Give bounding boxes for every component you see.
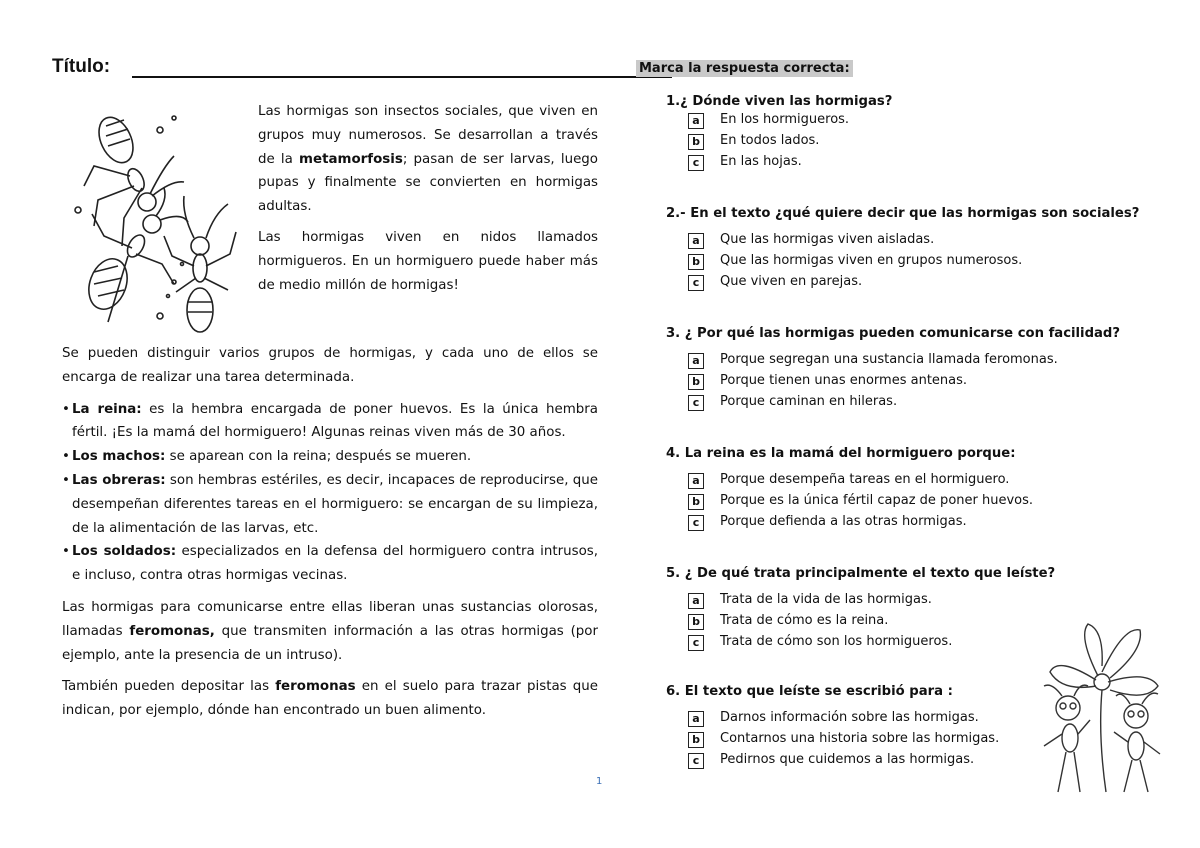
intro-paragraph: Las hormigas son insectos sociales, que viven en grupos muy numerosos. Se desarrollan a través de la metamorfosis; pasan de ser larvas, luego pupas y finalmente se convierten en hormigas adultas.: [258, 104, 598, 215]
question-text: 3. ¿ Por qué las hormigas pueden comunicarse con facilidad?: [666, 326, 1121, 341]
list-item: • Las obreras: son hembras estériles, es decir, incapaces de reproducirse, que desempeñan diferentes tareas en el hormiguero: se encargan de su limpieza, de la alimentación de las larvas, etc.: [62, 469, 598, 540]
option-b[interactable]: b Trata de cómo es la reina.: [688, 612, 1176, 633]
option-b[interactable]: b Que las hormigas viven en grupos numerosos.: [688, 252, 1176, 273]
option-b[interactable]: b Porque tienen unas enormes antenas.: [688, 372, 1176, 393]
option-checkbox[interactable]: a: [688, 113, 704, 129]
option-c[interactable]: c Pedirnos que cuidemos a las hormigas.: [688, 751, 1176, 772]
question-4: [666, 446, 1176, 534]
option-a[interactable]: a Porque desempeña tareas en el hormiguero.: [688, 471, 1176, 492]
question-3: [666, 326, 1176, 414]
option-b[interactable]: b Contarnos una historia sobre las hormigas.: [688, 730, 1176, 751]
question-1: [666, 94, 1176, 174]
bold-term: metamorfosis: [299, 151, 403, 167]
title-row: [52, 52, 622, 82]
question-text: 2.- En el texto ¿qué quiere decir que las hormigas son sociales?: [666, 206, 1140, 221]
reading-text: [62, 96, 598, 806]
title-blank-line[interactable]: [132, 76, 672, 78]
option-checkbox[interactable]: c: [688, 515, 704, 531]
option-checkbox[interactable]: a: [688, 711, 704, 727]
list-item: • Los soldados: especializados en la defensa del hormiguero contra intrusos, e incluso, contra otras hormigas vecinas.: [62, 540, 598, 588]
quiz-header: Marca la respuesta correcta:: [636, 60, 853, 77]
page-number: 1: [596, 776, 603, 787]
option-c[interactable]: c En las hojas.: [688, 153, 1176, 174]
question-text: 1.¿ Dónde viven las hormigas?: [666, 94, 893, 109]
option-checkbox[interactable]: b: [688, 374, 704, 390]
groups-paragraph: Se pueden distinguir varios grupos de hormigas, y cada uno de ellos se encarga de realizar una tarea determinada.: [62, 346, 598, 385]
list-item: • La reina: es la hembra encargada de poner huevos. Es la única hembra fértil. ¡Es la mamá del hormiguero! Algunas reinas viven más de 30 años.: [62, 398, 598, 446]
title-label: Título:: [52, 56, 111, 77]
question-text: 4. La reina es la mamá del hormiguero porque:: [666, 446, 1016, 461]
option-checkbox[interactable]: c: [688, 155, 704, 171]
option-checkbox[interactable]: a: [688, 593, 704, 609]
communication-paragraph: Las hormigas para comunicarse entre ellas liberan unas sustancias olorosas, llamadas feromonas, que transmiten información a las otras hormigas (por ejemplo, ante la presencia de un intruso).: [62, 599, 598, 663]
question-text: 5. ¿ De qué trata principalmente el texto que leíste?: [666, 566, 1056, 581]
intro-paragraphs: [258, 100, 598, 297]
question-2: [666, 206, 1176, 294]
ants-illustration: [64, 96, 244, 336]
option-checkbox[interactable]: b: [688, 732, 704, 748]
option-a[interactable]: a En los hormigueros.: [688, 111, 1176, 132]
option-b[interactable]: b Porque es la única fértil capaz de poner huevos.: [688, 492, 1176, 513]
option-c[interactable]: c Porque caminan en hileras.: [688, 393, 1176, 414]
intro-paragraph: Las hormigas viven en nidos llamados hormigueros. En un hormiguero puede haber más de medio millón de hormigas!: [258, 229, 598, 293]
quiz-section: [636, 60, 1176, 820]
option-checkbox[interactable]: c: [688, 753, 704, 769]
option-checkbox[interactable]: b: [688, 494, 704, 510]
ant-groups-list: [62, 398, 598, 588]
option-c[interactable]: c Trata de cómo son los hormigueros.: [688, 633, 1176, 654]
option-a[interactable]: a Que las hormigas viven aisladas.: [688, 231, 1176, 252]
option-checkbox[interactable]: c: [688, 395, 704, 411]
option-c[interactable]: c Porque defienda a las otras hormigas.: [688, 513, 1176, 534]
option-c[interactable]: c Que viven en parejas.: [688, 273, 1176, 294]
option-a[interactable]: a Porque segregan una sustancia llamada feromonas.: [688, 351, 1176, 372]
option-a[interactable]: a Trata de la vida de las hormigas.: [688, 591, 1176, 612]
option-a[interactable]: a Darnos información sobre las hormigas.: [688, 709, 1176, 730]
list-item: • Los machos: se aparean con la reina; después se mueren.: [62, 445, 598, 469]
body-text: [62, 342, 598, 723]
option-checkbox[interactable]: a: [688, 353, 704, 369]
option-checkbox[interactable]: a: [688, 233, 704, 249]
option-checkbox[interactable]: c: [688, 275, 704, 291]
option-checkbox[interactable]: a: [688, 473, 704, 489]
cartoon-ants-illustration: [1028, 616, 1174, 796]
option-checkbox[interactable]: b: [688, 614, 704, 630]
option-checkbox[interactable]: b: [688, 254, 704, 270]
question-text: 6. El texto que leíste se escribió para :: [666, 684, 953, 699]
option-b[interactable]: b En todos lados.: [688, 132, 1176, 153]
option-checkbox[interactable]: b: [688, 134, 704, 150]
trail-paragraph: También pueden depositar las feromonas en el suelo para trazar pistas que indican, por ejemplo, dónde han encontrado un buen alimento.: [62, 679, 599, 719]
option-checkbox[interactable]: c: [688, 635, 704, 651]
